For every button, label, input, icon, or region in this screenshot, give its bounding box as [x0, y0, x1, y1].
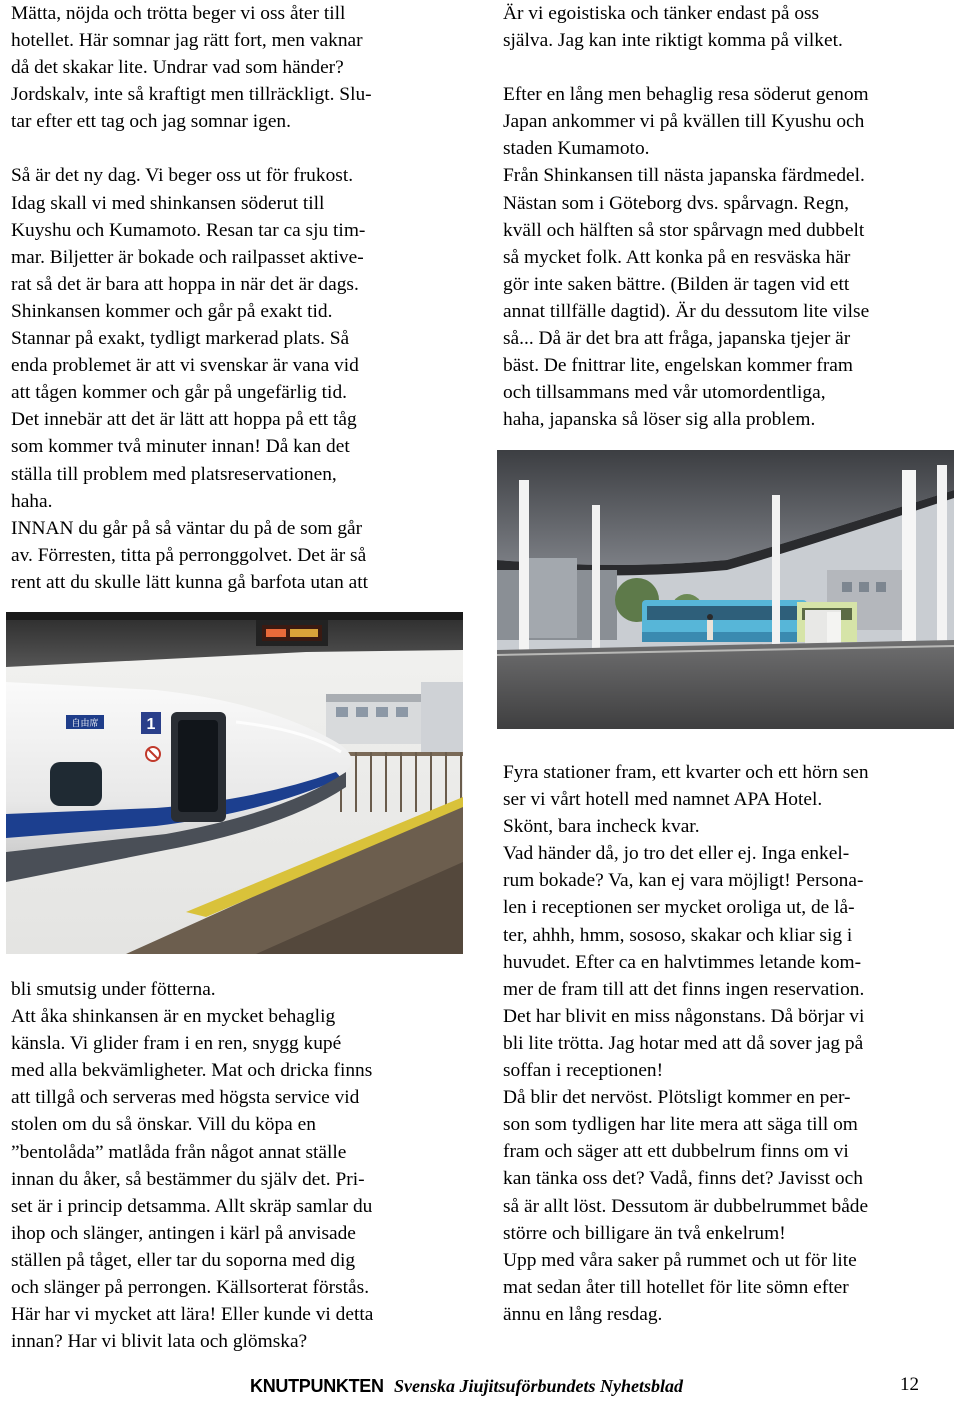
text-line: Från Shinkansen till nästa japanska färdmedel. — [503, 165, 865, 187]
tram-station-illustration — [497, 450, 954, 729]
text-line: mar. Biljetter är bokade och railpasset aktive- — [11, 246, 364, 268]
text-line: enda problemet är att vi svenskar är vana vid — [11, 355, 359, 377]
brand-name: KNUTPUNKTEN — [250, 1376, 384, 1396]
text-line: att tillgå och serveras med högsta service vid — [11, 1087, 360, 1109]
text-line: Vad händer då, jo tro det eller ej. Inga enkel- — [503, 843, 850, 865]
text-line: ännu en lång resdag. — [503, 1303, 663, 1325]
text-line: bli lite trötta. Jag hotar med att då sover jag på — [503, 1032, 864, 1054]
text-line: Att åka shinkansen är en mycket behaglig — [11, 1006, 336, 1028]
text-line: tar efter ett tag och jag somnar igen. — [11, 111, 291, 133]
text-line: känsla. Vi glider fram i en ren, snygg kupé — [11, 1033, 342, 1055]
text-line: Japan ankommer vi på kvällen till Kyushu och — [503, 111, 865, 133]
page-footer — [0, 1374, 960, 1400]
text-line: Shinkansen kommer och går på exakt tid. — [11, 300, 333, 322]
left-column-top-text — [11, 0, 461, 596]
text-line: haha, japanska så löser sig alla problem. — [503, 409, 816, 431]
text-line: själva. Jag kan inte riktigt komma på vilket. — [503, 30, 843, 52]
text-line: ställen på tåget, eller tar du soporna med dig — [11, 1249, 356, 1271]
text-line: och tillsammans med vår utomordentliga, — [503, 382, 826, 404]
paragraph-gap — [11, 135, 461, 162]
text-line: Här har vi mycket att lära! Eller kunde vi detta — [11, 1304, 374, 1326]
text-line: Nästan som i Göteborg dvs. spårvagn. Regn, — [503, 192, 849, 214]
text-line: ”bentolåda” matlåda från något annat ställe — [11, 1141, 347, 1163]
right-column-top-text — [503, 0, 955, 433]
text-line: ter, ahhh, hmm, sososo, skakar och kliar sig i — [503, 924, 853, 946]
text-line: Kuyshu och Kumamoto. Resan tar ca sju tim- — [11, 219, 366, 241]
text-line: Upp med våra saker på rummet och ut för lite — [503, 1249, 857, 1271]
text-line: Så är det ny dag. Vi beger oss ut för frukost. — [11, 165, 354, 187]
text-line: mer de fram till att det finns ingen reservation. — [503, 978, 865, 1000]
text-line: haha. — [11, 490, 53, 512]
text-line: med alla bekvämligheter. Mat och dricka finns — [11, 1060, 373, 1082]
text-line: att tågen kommer och går på ungefärlig tid. — [11, 382, 347, 404]
text-line: så är allt löst. Dessutom är dubbelrummet både — [503, 1195, 869, 1217]
text-line: Det innebär att det är lätt att hoppa på ett tåg — [11, 409, 357, 431]
text-line: bli smutsig under fötterna. — [11, 979, 216, 1000]
text-line: Efter en lång men behaglig resa söderut genom — [503, 84, 869, 106]
car-number: 1 — [146, 716, 156, 733]
text-line: då det skakar lite. Undrar vad som händer? — [11, 57, 344, 79]
text-line: ser vi vårt hotell med namnet APA Hotel. — [503, 789, 823, 811]
text-line: rat så det är bara att hoppa in när det är dags. — [11, 273, 359, 295]
text-line: Då blir det nervöst. Plötsligt kommer en per- — [503, 1087, 851, 1109]
text-line: kan tänka oss det? Vadå, finns det? Javisst och — [503, 1168, 863, 1190]
text-line: ihop och slänger, antingen i kärl på anvisade — [11, 1222, 356, 1244]
car-sign: 自由席 — [71, 719, 99, 729]
newsletter-subtitle: Svenska Jiujitsuförbundets Nyhetsblad — [394, 1376, 684, 1396]
text-line: innan du åker, så bestämmer du själv det. Pri- — [11, 1168, 365, 1190]
text-line: större och billigare än två enkelrum! — [503, 1222, 786, 1244]
text-line: så mycket folk. Att konka på en resväska här — [503, 246, 851, 268]
left-column-bottom-text — [11, 976, 461, 1355]
text-line: kväll och hälften så stor spårvagn med dubbelt — [503, 219, 865, 241]
text-line: Stannar på exakt, tydligt markerad plats. Så — [11, 328, 350, 350]
train-illustration — [6, 612, 463, 954]
text-line: soffan i receptionen! — [503, 1060, 664, 1082]
text-line: rum bokade? Va, kan ej vara möjligt! Persona- — [503, 870, 864, 892]
text-line: ställa till problem med platsreservationen, — [11, 463, 337, 485]
text-line: bäst. De fnittrar lite, engelskan kommer fram — [503, 355, 853, 377]
text-line: innan? Har vi blivit lata och glömska? — [11, 1331, 308, 1353]
text-line: Mätta, nöjda och trötta beger vi oss åter till — [11, 3, 346, 24]
text-line: hotellet. Här somnar jag rätt fort, men vaknar — [11, 30, 363, 52]
text-line: som kommer två minuter innan! Då kan det — [11, 436, 350, 458]
text-line: så... Då är det bra att fråga, japanska tjejer är — [503, 328, 851, 350]
text-line: INNAN du går på så väntar du på de som går — [11, 517, 363, 539]
paragraph-gap — [503, 54, 955, 81]
text-line: Idag skall vi med shinkansen söderut till — [11, 192, 325, 214]
text-line: Skönt, bara incheck kvar. — [503, 816, 700, 838]
text-line: gör inte saken bättre. (Bilden är tagen vid ett — [503, 273, 850, 295]
tram-station-photo — [497, 450, 954, 729]
text-line: och slänger på perrongen. Källsorterat förstås. — [11, 1277, 370, 1299]
text-line: len i receptionen ser mycket oroliga ut, de lå- — [503, 897, 855, 919]
text-line: huvudet. Efter ca en halvtimmes letande kom- — [503, 951, 862, 973]
text-line: stolen om du så önskar. Vill du köpa en — [11, 1114, 316, 1136]
text-line: fram och säger att ett dubbelrum finns om vi — [503, 1141, 849, 1163]
text-line: av. Förresten, titta på perronggolvet. Det är så — [11, 544, 367, 566]
text-line: son som tydligen har lite mera att säga till om — [503, 1114, 858, 1136]
text-line: Det har blivit en miss någonstans. Då börjar vi — [503, 1005, 865, 1027]
text-line: Är vi egoistiska och tänker endast på oss — [503, 3, 820, 24]
text-line: set är i princip detsamma. Allt skräp samlar du — [11, 1195, 373, 1217]
text-line: mat sedan åter till hotellet för lite sömn efter — [503, 1276, 849, 1298]
page-number: 12 — [900, 1374, 919, 1395]
shinkansen-train-photo — [6, 612, 463, 954]
text-line: staden Kumamoto. — [503, 138, 650, 160]
text-line: rent att du skulle lätt kunna gå barfota utan att — [11, 571, 368, 593]
text-line: Jordskalv, inte så kraftigt men tillräckligt. Slu- — [11, 84, 372, 106]
text-line: Fyra stationer fram, ett kvarter och ett hörn sen — [503, 762, 869, 783]
right-column-bottom-text — [503, 759, 955, 1328]
text-line: annat tillfälle dagtid). Är du dessutom lite vilse — [503, 300, 870, 322]
